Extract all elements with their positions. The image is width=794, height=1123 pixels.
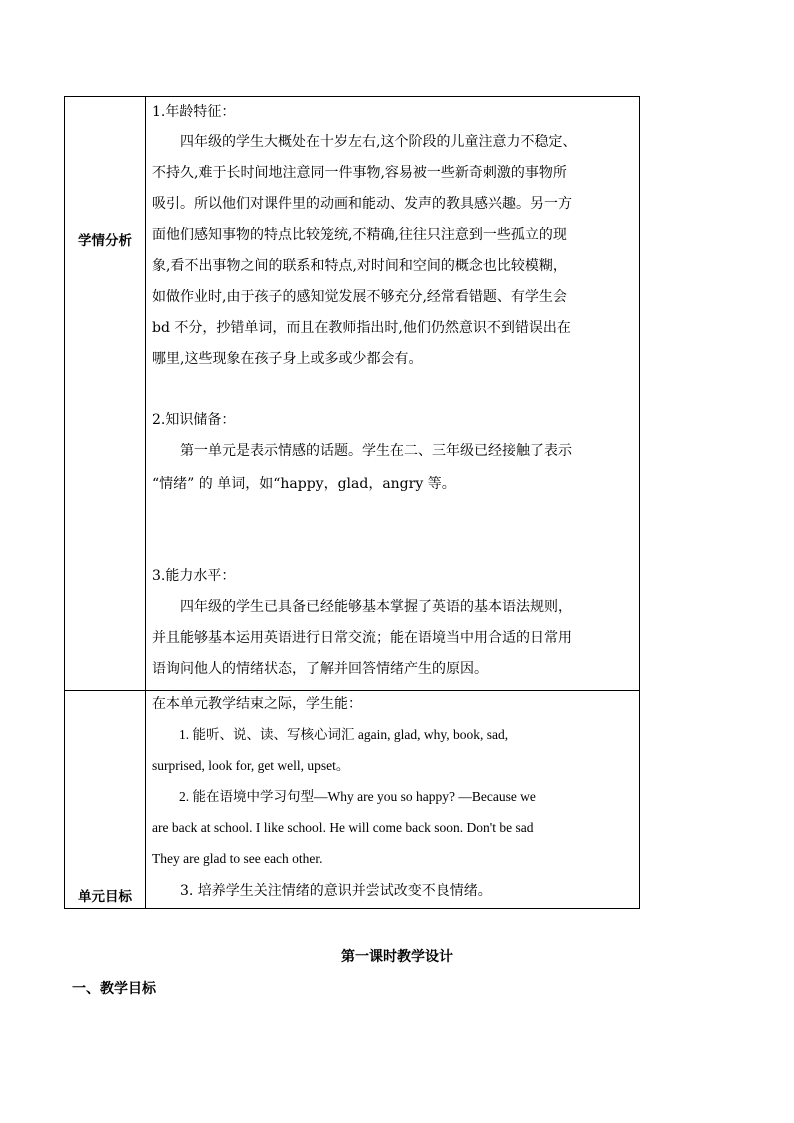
row-label-student-analysis: 学情分析 bbox=[78, 233, 132, 249]
paragraph-line: 不持久,难于长时间地注意同一件事物,容易被一些新奇刺激的事物所 bbox=[152, 165, 567, 181]
knowledge-heading: 2.知识储备： bbox=[152, 412, 236, 428]
column-divider bbox=[145, 97, 146, 908]
paragraph-line: 四年级的学生大概处在十岁左右,这个阶段的儿童注意力不稳定、 bbox=[152, 134, 577, 150]
paragraph-line: 语询问他人的情绪状态，了解并回答情绪产生的原因。 bbox=[152, 661, 488, 677]
paragraph-line: 如做作业时,由于孩子的感知觉发展不够充分,经常看错题、有学生会 bbox=[152, 289, 567, 305]
ability-heading: 3.能力水平： bbox=[152, 568, 236, 584]
paragraph-line: 哪里,这些现象在孩子身上或多或少都会有。 bbox=[152, 351, 423, 367]
goals-intro: 在本单元教学结束之际，学生能： bbox=[152, 696, 362, 712]
goal-item-continued: are back at school. I like school. He will come back soon. Don't be sad bbox=[152, 820, 534, 835]
goal-item: 3. 培养学生关注情绪的意识并尝试改变不良情绪。 bbox=[152, 883, 492, 899]
paragraph-line: 吸引。所以他们对课件里的动画和能动、发声的教具感兴趣。另一方 bbox=[152, 196, 572, 212]
section-title: 一、教学目标 bbox=[72, 981, 156, 997]
age-features-heading: 1.年龄特征： bbox=[152, 104, 236, 120]
row-divider bbox=[65, 690, 639, 691]
lesson-design-heading: 第一课时教学设计 bbox=[341, 949, 453, 965]
paragraph-line: 第一单元是表示情感的话题。学生在二、三年级已经接触了表示 bbox=[152, 443, 572, 459]
paragraph-line: 四年级的学生已具备已经能够基本掌握了英语的基本语法规则， bbox=[152, 599, 572, 615]
row-label-unit-goals: 单元目标 bbox=[78, 889, 132, 905]
goal-item-continued: surprised, look for, get well, upset。 bbox=[152, 758, 350, 773]
paragraph-line: 面他们感知事物的特点比较笼统,不精确,往往只注意到一些孤立的现 bbox=[152, 227, 567, 243]
goal-item: 2. 能在语境中学习句型—Why are you so happy? —Because we bbox=[152, 789, 536, 804]
goal-item: 1. 能听、说、读、写核心词汇 again, glad, why, book, sad, bbox=[152, 727, 509, 742]
paragraph-line: 并且能够基本运用英语进行日常交流；能在语境当中用合适的日常用 bbox=[152, 630, 572, 646]
paragraph-line: bd 不分，抄错单词，而且在教师指出时,他们仍然意识不到错误出在 bbox=[152, 320, 571, 336]
paragraph-line: 象,看不出事物之间的联系和特点,对时间和空间的概念也比较模糊， bbox=[152, 258, 567, 274]
paragraph-line: “情绪” 的 单词，如“happy，glad，angry 等。 bbox=[152, 476, 456, 492]
goal-item-continued: They are glad to see each other. bbox=[152, 851, 323, 866]
